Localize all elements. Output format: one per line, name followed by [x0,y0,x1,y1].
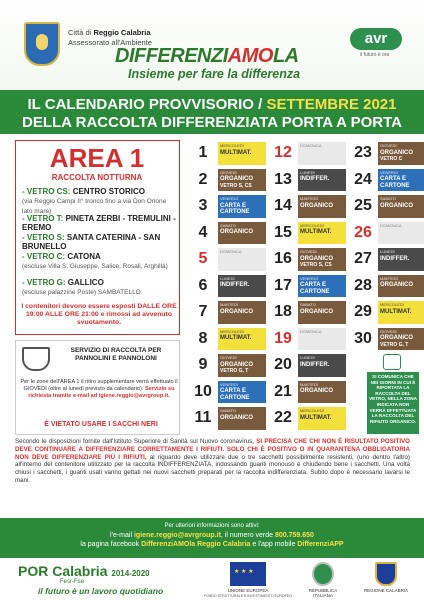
calendar-day-number: 30 [350,330,376,347]
regione-calabria-emblem-icon [375,562,397,586]
calendar-collection-cell [218,275,266,298]
title-banner [0,90,424,134]
exposure-warning: I contenitori devono essere esposti DALLE ORE 19:00 ALLE ORE 21:00 e rimossi ad avvenuto svuotamento. [21,303,177,326]
pannolini-title: SERVIZIO DI RACCOLTA PER PANNOLINI E PANNOLONI [70,347,162,362]
weekday-label: SABATO [380,196,396,201]
weekday-label: LUNEDÌ [300,355,315,360]
pannolini-panel [15,340,180,435]
vetro-g [22,278,177,297]
weekday-label: VENERDÌ [380,169,398,175]
material-label: ORGANICO [220,229,253,235]
vetro-s [22,233,177,251]
calendar-day-number: 14 [270,197,296,214]
calendar-collection-cell [378,328,424,351]
calendar-collection-cell [378,195,424,218]
pannolini-body [20,379,178,400]
material-label: MULTIMAT. [220,335,252,341]
footer [0,558,424,600]
material-label: CARTA E CARTONE [220,202,250,215]
calendar-collection-cell [298,248,346,271]
black-bags-warning: È VIETATO USARE I SACCHI NERI [44,421,158,428]
calendar-collection-cell [378,275,424,298]
weekday-label: DOMENICA [300,328,322,334]
calendar-collection-cell [378,248,424,271]
calendar-collection-cell [298,407,346,430]
material-label: MULTIMAT. [380,308,412,315]
vetro-zone: SANTA CATERINA - SAN BRUNELLO [22,233,161,251]
vetro-prefix: - VETRO T: [22,214,64,223]
vetro-prefix: - VETRO C: [22,252,66,261]
city-prefix: Città di [68,28,92,37]
material-label: ORGANICO [300,308,333,315]
material-label: ORGANICO [380,202,413,209]
area-subtitle: RACCOLTA NOTTURNA [51,173,143,182]
weekday-label: VENERDÌ [220,196,238,201]
vetro-zone: CENTRO STORICO [72,187,145,196]
weekday-label: LUNEDÌ [300,169,315,175]
calendar-day-number: 25 [350,197,376,214]
material-label: ORGANICO [220,414,253,421]
calendar-collection-cell [218,354,266,377]
weekday-label: LUNEDÌ [220,275,235,281]
eu-fund-label: FONDO STRUTTURALE E INVESTIMENTO EUROPEO [203,594,293,598]
contact-intro: Per ulteriori informazioni sono attivi: [164,523,260,529]
covid-text [15,438,410,485]
calendar-collection-cell [218,328,266,351]
calendar-collection-cell [218,195,266,218]
calendar-collection-cell [218,407,266,430]
calendar-collection-cell [298,195,346,218]
weekday-label: MARTEDÌ [380,275,398,281]
calendar-collection-cell [218,381,266,404]
italian-republic-label: REPUBBLICA ITALIANA [308,588,338,598]
area-panel [15,140,180,335]
calendar-day-number: 24 [350,171,376,188]
calendar-day-number: 13 [270,171,296,188]
app-label: e l'app mobile [252,541,296,548]
calendar-collection-cell [298,301,346,324]
vetro-c [22,252,177,271]
vetro-prefix: - VETRO CS: [22,187,71,196]
vetro-extra-label: VETRO S, CS [220,182,252,189]
vetro-note: (escluse Villa S. Giuseppe, Salice, Rosali, Arghillà) [22,263,168,270]
italian-republic-emblem-icon [312,562,334,586]
calendar-day-number: 19 [270,330,296,347]
calendar-collection-cell [218,248,266,271]
material-label: ORGANICO [300,255,333,262]
calendar-day-number: 17 [270,277,296,294]
logo-part-3: LA [272,45,299,67]
weekday-label: MARTEDÌ [300,196,318,201]
weekday-label: SABATO [300,302,316,307]
calendar-collection-cell [378,169,424,192]
calendar-collection-cell [298,142,346,165]
calendar-collection-cell [298,169,346,192]
material-label: ORGANICO [380,282,413,288]
calendar-day-number: 22 [270,409,296,426]
vetro-extra-label: VETRO G, T [220,368,249,374]
calendar-collection-cell [378,222,424,245]
calendar-day-number: 12 [270,144,296,161]
material-label: INDIFFER. [220,282,250,288]
app-link[interactable]: DifferenziAPP [297,541,344,548]
calendar-day-number: 21 [270,383,296,400]
vetro-note: (via Reggio Campi II° tronco fino a via Don Orione lato mare) [22,198,167,215]
facebook-label: la pagina facebook [80,541,140,548]
weekday-label: MARTEDÌ [300,381,318,387]
avr-logo: avr [350,28,402,50]
calendar-day-number: 4 [190,224,216,241]
material-label: ORGANICO [380,149,413,156]
material-label: ORGANICO [220,361,253,368]
vetro-extra-label: VETRO S, CS [300,262,332,268]
weekday-label: LUNEDÌ [380,249,395,254]
calendar-day-number: 28 [350,277,376,294]
calendar-day-number: 23 [350,144,376,161]
eu-label: UNIONE EUROPEA [227,588,269,593]
weekday-label: MERCOLEDÌ [220,328,244,334]
weekday-label: GIOVEDÌ [220,169,237,175]
banner-month: SETTEMBRE 2021 [266,96,397,113]
weekday-label: MERCOLEDÌ [300,408,324,413]
weekday-label: DOMENICA [220,249,242,254]
area-title: AREA 1 [49,143,145,173]
weekday-label: VENERDÌ [300,275,318,281]
calendar-day-number: 6 [190,277,216,294]
calendar-day-number: 16 [270,250,296,267]
weekday-label: MARTEDÌ [220,302,238,307]
por-tagline: il futuro è un lavoro quotidiano [38,586,164,596]
weekday-label: GIOVEDÌ [380,328,397,334]
banner-line-1 [0,96,424,113]
weekday-label: SABATO [220,222,236,228]
assessorato: Assessorato all'Ambiente [68,38,152,47]
calendar-collection-cell [218,169,266,192]
calendar-day-number: 10 [190,383,216,400]
calendar-day-number: 15 [270,224,296,241]
calendar-collection-cell [378,301,424,324]
por-calabria-logo [18,563,150,579]
calendar-day-number: 1 [190,144,216,161]
vetro-zone: PINETA ZERBI - TREMULINI - EREMO [22,214,176,232]
weekday-label: DOMENICA [300,143,322,148]
logo-part-2: AMO [227,45,273,67]
contact-line-email [0,532,424,539]
por-title: POR Calabria [18,563,108,579]
calendar-collection-cell [298,328,346,351]
weekday-label: VENERDÌ [220,381,238,387]
calendar-collection-cell [298,381,346,404]
weekday-label: MERCOLEDÌ [300,222,324,228]
material-label: ORGANICO [380,335,413,341]
calendar-day-number: 7 [190,303,216,320]
vetro-prefix: - VETRO S: [22,233,65,242]
calendar-collection-cell [218,301,266,324]
material-label: CARTA E CARTONE [220,388,250,401]
material-label: ORGANICO [300,202,333,209]
calendar-day-number: 27 [350,250,376,267]
logo-part-1: DIFFERENZI [115,45,228,67]
vetro-notice: SI COMUNICA CHE NEI GIORNI IN CUI È RIPORTATA LA RACCOLTA DEL VETRO, NELLA ZONA INDICATA NON VERRÀ EFFETTUATA LA RACCOLTA DEL RIFIUTO ORGANICO. [367,372,419,434]
calendar-day-number: 11 [190,409,216,426]
email-label: l'e-mail [110,532,132,539]
covid-info [15,438,410,510]
weekday-label: MERCOLEDÌ [380,302,404,307]
calendar-day-number: 3 [190,197,216,214]
material-label: CARTA E CARTONE [380,176,410,189]
material-label: CARTA E CARTONE [300,282,330,295]
calendar-collection-cell [378,142,424,165]
calendar-collection-cell [298,354,346,377]
calendar-day-number: 20 [270,356,296,373]
phone-label: , il numero verde [220,532,274,539]
header [0,0,424,90]
weekday-label: DOMENICA [380,222,402,228]
email-link[interactable]: igiene.reggio@avrgroup.it [133,532,221,539]
calendar-day-number: 8 [190,330,216,347]
calendar-collection-cell [298,275,346,298]
por-fund: Fesr-Fse [60,579,84,585]
calendar-collection-cell [218,222,266,245]
weekday-label: MERCOLEDÌ [220,143,244,148]
material-label: MULTIMAT. [300,414,332,421]
material-label: INDIFFER. [300,361,330,368]
calendar-day-number: 2 [190,171,216,188]
weekday-label: SABATO [220,408,236,413]
material-label: ORGANICO [300,388,333,394]
vetro-cs [22,187,177,215]
vetro-note: (escluse palazzine Poste) SAMBATELLO [22,289,141,296]
weekday-label: GIOVEDÌ [300,249,317,254]
weekday-label: GIOVEDÌ [220,355,237,360]
facebook-page-link[interactable]: DifferenziAMOla Reggio Calabria [141,541,251,548]
contact-bar [0,518,424,558]
covid-intro: Secondo le disposizioni fornite dall'Istituto Superiore di Sanità sul Nuovo coronavirus, [15,438,254,445]
slogan: Insieme per fare la differenza [128,67,301,81]
contact-line-social [0,541,424,548]
material-label: MULTIMAT. [220,149,252,156]
avr-subtitle: il futuro è ora [360,52,390,58]
vetro-extra-label: VETRO G, T [380,341,409,348]
calendar-day-number: 18 [270,303,296,320]
vetro-extra-label: VETRO C [380,156,403,162]
diaper-icon [22,347,50,371]
city-name: Reggio Calabria [93,28,151,37]
regione-calabria-label: REGIONE CALABRIA [363,588,409,593]
covid-instructions: al riguardo deve utilizzare due o tre sacchetti possibilmente resistenti, (uno dentro l'altro) all'interno del contenitore utilizzato per la raccolta INDIFFERENZIATA, indossando guanti monouso e chiudendo bene i sacchetti. Una volta chiusi i sacchetti, i guanti usati vanno gettati nei nuovi sacchetti preparati per la raccolta indifferenziata. Subito dopo è necessario lavarsi le mani. [15,453,410,484]
calendar-day-number: 29 [350,303,376,320]
material-label: ORGANICO [220,308,253,315]
calendar-collection-cell [298,222,346,245]
city-crest-icon [24,22,60,66]
calendar-day-number: 5 [190,250,216,267]
covid-warning: SI PRECISA CHE CHI NON È RISULTATO POSITIVO DEVE CONTINUARE A DIFFERENZIARE CORRETTAMENTE I RIFIUTI. SOLO CHI È POSITIVO O IN QUARANTENA OBBLIGATORIA NON DEVE DIFFERENZIARE PIÙ I RIFIUTI, [15,438,410,461]
banner-line-1a: IL CALENDARIO PROVVISORIO / [27,96,263,113]
differenziamola-logo [115,45,299,68]
weekday-label: GIOVEDÌ [380,143,397,148]
material-label: INDIFFER. [300,176,330,182]
vetro-t [22,214,177,232]
calendar-collection-cell [218,142,266,165]
vetro-zone: GALLICO [67,278,104,287]
glass-bin-icon [383,354,401,370]
calendar-day-number: 26 [350,224,376,241]
eu-flag-icon [230,562,266,586]
pannolini-request: Servizio su richiesta tramite e-mail ad igiene.reggio@avrgroup.it. [28,386,175,399]
material-label: ORGANICO [220,176,253,182]
material-label: MULTIMAT. [300,229,332,235]
por-years: 2014-2020 [111,569,150,578]
pannolini-text: Per le zone dell'AREA 1 il ritiro supplementare verrà effettuato il GIOVEDÌ (oltre al lunedì previsto da calendario). [20,379,178,392]
calendar-day-number: 9 [190,356,216,373]
vetro-prefix: - VETRO G: [22,278,66,287]
phone-number[interactable]: 800.759.650 [275,532,314,539]
banner-line-2: DELLA RACCOLTA DIFFERENZIATA PORTA A PORTA [22,114,402,131]
material-label: INDIFFER. [380,255,410,262]
vetro-zone: CATONA [67,252,101,261]
